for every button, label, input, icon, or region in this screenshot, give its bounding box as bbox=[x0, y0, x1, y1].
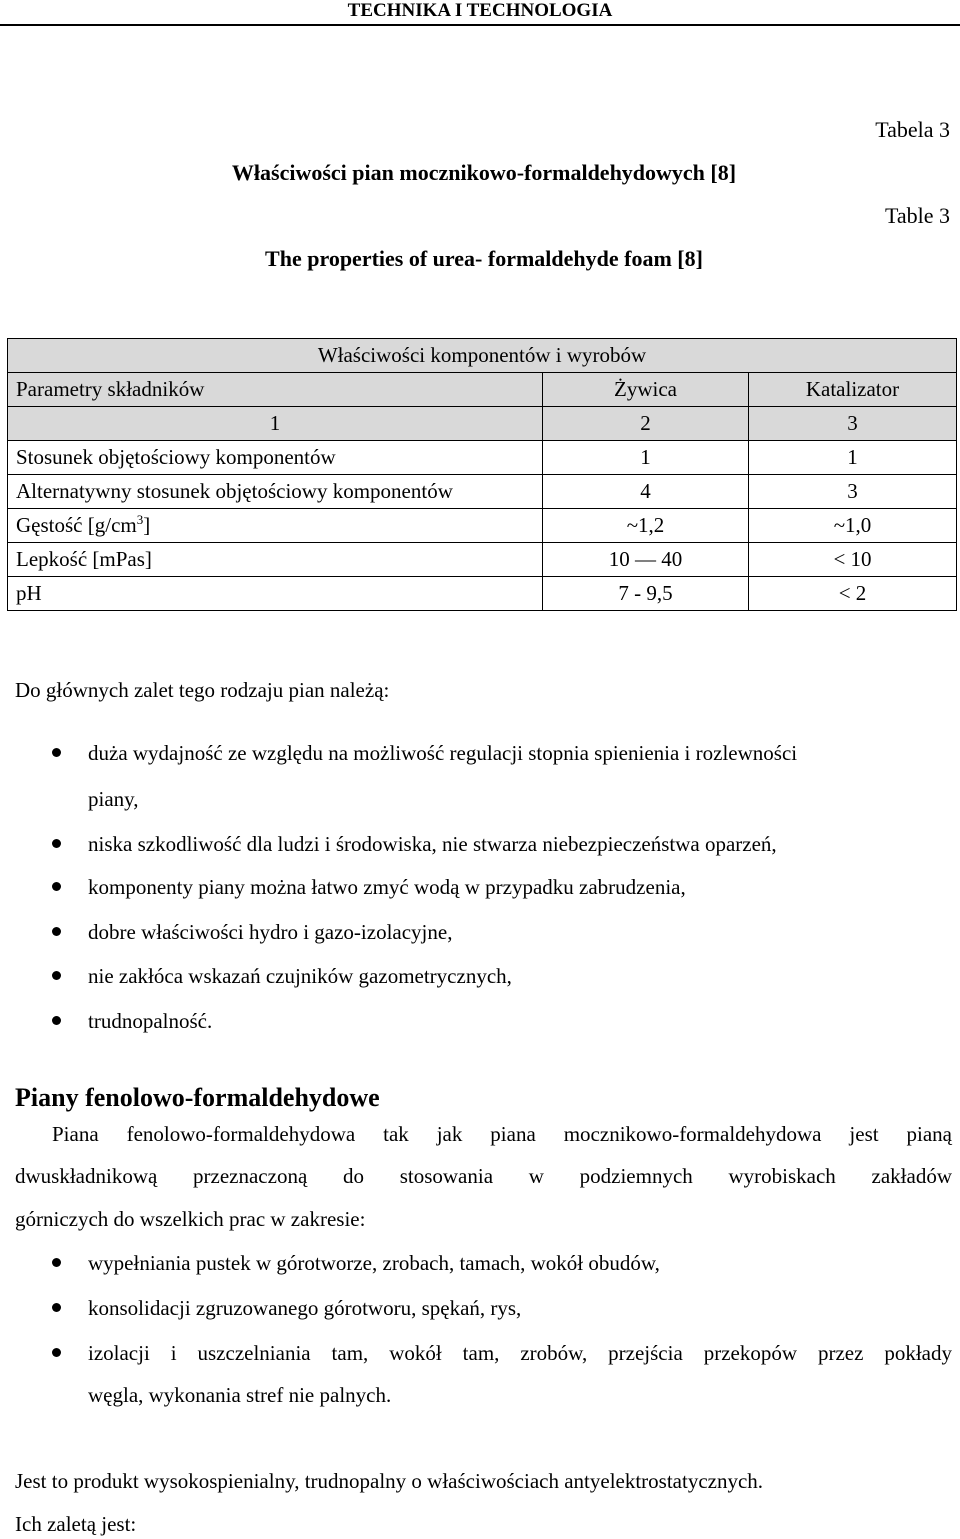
density-superscript: 3 bbox=[136, 512, 144, 527]
list-item: konsolidacji zgruzowanego górotworu, spękań, rys, bbox=[88, 1296, 522, 1320]
table-cell: Lepkość [mPas] bbox=[8, 543, 543, 577]
table-label-pl: Tabela 3 bbox=[875, 117, 950, 142]
table-cell: Alternatywny stosunek objętościowy komponentów bbox=[8, 475, 543, 509]
table-cell: 4 bbox=[543, 475, 749, 509]
table-cell: 7 - 9,5 bbox=[543, 577, 749, 611]
table-cell: Stosunek objętościowy komponentów bbox=[8, 441, 543, 475]
table-row bbox=[8, 509, 957, 543]
table-cell: 3 bbox=[749, 475, 957, 509]
density-label: Gęstość [g/cm bbox=[16, 513, 137, 537]
running-header: TECHNIKA I TECHNOLOGIA bbox=[0, 0, 960, 26]
properties-table bbox=[7, 338, 957, 611]
col-number-3: 3 bbox=[749, 407, 957, 441]
col-number-1: 1 bbox=[8, 407, 543, 441]
closing-line: Jest to produkt wysokospienialny, trudnopalny o właściwościach antyelektrostatycznych. bbox=[15, 1469, 764, 1493]
list-item-continuation: węgla, wykonania stref nie palnych. bbox=[88, 1383, 392, 1407]
table-cell: < 2 bbox=[749, 577, 957, 611]
table-cell: < 10 bbox=[749, 543, 957, 577]
section-heading: Piany fenolowo-formaldehydowe bbox=[15, 1083, 380, 1112]
bullet-icon bbox=[52, 1016, 61, 1025]
table-super-header: Właściwości komponentów i wyrobów bbox=[8, 339, 957, 373]
table-cell: ~1,2 bbox=[543, 509, 749, 543]
table-cell: 1 bbox=[543, 441, 749, 475]
list-item: trudnopalność. bbox=[88, 1009, 213, 1033]
bullet-icon bbox=[52, 839, 61, 848]
list-item: komponenty piany można łatwo zmyć wodą w przypadku zabrudzenia, bbox=[88, 875, 686, 899]
col-header-catalyst: Katalizator bbox=[749, 373, 957, 407]
table-cell: 1 bbox=[749, 441, 957, 475]
bullet-icon bbox=[52, 1303, 61, 1312]
list-item: nie zakłóca wskazań czujników gazometrycznych, bbox=[88, 964, 512, 988]
table-cell: 10 — 40 bbox=[543, 543, 749, 577]
list-item: duża wydajność ze względu na możliwość regulacji stopnia spienienia i rozlewności bbox=[88, 741, 798, 765]
col-header-resin: Żywica bbox=[543, 373, 749, 407]
table-super-header-row bbox=[8, 339, 957, 373]
bullet-icon bbox=[52, 927, 61, 936]
table-number-row bbox=[8, 407, 957, 441]
paragraph-line: Piana fenolowo-formaldehydowa tak jak piana mocznikowo-formaldehydowa jest pianą bbox=[52, 1122, 952, 1146]
list-item: niska szkodliwość dla ludzi i środowiska, nie stwarza niebezpieczeństwa oparzeń, bbox=[88, 832, 777, 856]
bullet-icon bbox=[52, 1348, 61, 1357]
table-row bbox=[8, 543, 957, 577]
col-header-parameters: Parametry składników bbox=[8, 373, 543, 407]
table-row bbox=[8, 475, 957, 509]
table-title-pl: Właściwości pian mocznikowo-formaldehydowych [8] bbox=[231, 160, 737, 185]
table-cell: ~1,0 bbox=[749, 509, 957, 543]
bullet-icon bbox=[52, 882, 61, 891]
list-item-continuation: piany, bbox=[88, 787, 139, 811]
advantages-intro: Do głównych zalet tego rodzaju pian należą: bbox=[15, 678, 390, 702]
table-title-en: The properties of urea- formaldehyde foam [8] bbox=[265, 246, 703, 271]
table-cell: pH bbox=[8, 577, 543, 611]
paragraph-line: dwuskładnikową przeznaczoną do stosowania w podziemnych wyrobiskach zakładów bbox=[15, 1164, 952, 1188]
density-suffix: ] bbox=[143, 513, 151, 537]
col-number-2: 2 bbox=[543, 407, 749, 441]
table-row bbox=[8, 441, 957, 475]
list-item: dobre właściwości hydro i gazo-izolacyjne, bbox=[88, 920, 453, 944]
paragraph-line: górniczych do wszelkich prac w zakresie: bbox=[15, 1207, 366, 1231]
table-cell-density bbox=[8, 509, 543, 543]
bullet-icon bbox=[52, 748, 61, 757]
closing-line-2: Ich zaletą jest: bbox=[15, 1512, 137, 1536]
bullet-icon bbox=[52, 971, 61, 980]
table-header-row bbox=[8, 373, 957, 407]
bullet-icon bbox=[52, 1258, 61, 1267]
table-label-en: Table 3 bbox=[884, 203, 950, 228]
list-item: izolacji i uszczelniania tam, wokół tam, zrobów, przejścia przekopów przez pokłady bbox=[88, 1341, 952, 1365]
table-row bbox=[8, 577, 957, 611]
list-item: wypełniania pustek w górotworze, zrobach, tamach, wokół obudów, bbox=[88, 1251, 660, 1275]
